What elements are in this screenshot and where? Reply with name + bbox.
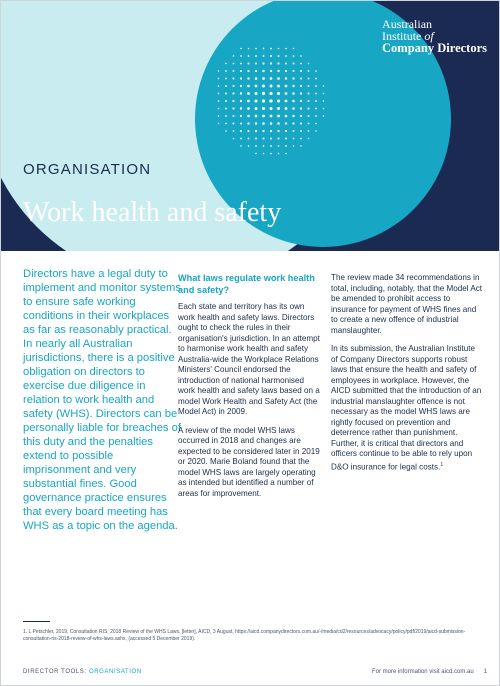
pattern-dot [269, 92, 272, 95]
logo-line-1: Australian [382, 17, 433, 31]
pattern-dot [225, 70, 227, 72]
pattern-dot [277, 92, 280, 95]
pattern-dot [293, 63, 295, 65]
body-column-3 [331, 273, 483, 481]
pattern-dot [300, 115, 302, 117]
pattern-dot [308, 115, 310, 117]
pattern-dot [248, 138, 250, 140]
pattern-dot [218, 123, 219, 124]
footer-left [23, 669, 142, 675]
pattern-dot [240, 85, 242, 87]
pattern-dot [255, 62, 257, 64]
pattern-dot [270, 70, 272, 72]
page-footer [23, 669, 487, 675]
pattern-dot [285, 77, 287, 79]
pattern-dot [225, 93, 227, 95]
pattern-dot [240, 122, 242, 124]
pattern-dot [277, 85, 280, 88]
section-eyebrow: ORGANISATION [23, 161, 152, 178]
pattern-dot [247, 100, 250, 103]
pattern-dot [308, 108, 310, 110]
pattern-dot [262, 85, 265, 88]
pattern-dot [285, 153, 286, 154]
pattern-dot [277, 62, 279, 64]
pattern-dot [240, 115, 242, 117]
pattern-dot [240, 92, 242, 94]
pattern-dot [315, 115, 317, 117]
pattern-dot [277, 115, 280, 118]
pattern-dot [263, 55, 265, 57]
pattern-dot [225, 123, 227, 125]
pattern-dot [240, 70, 242, 72]
pattern-dot [218, 115, 220, 117]
pattern-dot [225, 78, 227, 80]
pattern-dot [248, 55, 250, 57]
pattern-dot [255, 107, 258, 110]
pattern-dot [269, 107, 272, 110]
footer-left-b: ORGANISATION [88, 669, 142, 675]
pattern-dot [262, 99, 265, 102]
pattern-dot [292, 122, 294, 124]
footnote: 1. L Petschler, 2019, Consultation RIS: 2018 Review of the WHS Laws, [letter], AICD, 3 August, https://aicd.companydirectors.com.au/-/media/cd2/resources/advocacy/policy/pdf/2019/aicd-submission-consultation-ris-2018-review-of-whs-laws.ashx, (accessed 5 December 2019). [23, 629, 466, 642]
pattern-dot [255, 55, 257, 57]
pattern-dot [255, 115, 258, 118]
pattern-dot [255, 100, 258, 103]
pattern-dot [307, 92, 309, 94]
pattern-dot [255, 145, 257, 147]
pattern-dot [255, 122, 257, 124]
pattern-dot [233, 70, 235, 72]
pattern-dot [255, 48, 257, 50]
pattern-dot [262, 70, 264, 72]
logo-line-3: Company Directors [382, 41, 487, 55]
pattern-dot [308, 85, 310, 87]
pattern-dot [247, 92, 250, 95]
pattern-dot [233, 55, 234, 56]
pattern-dot [315, 85, 317, 87]
body-paragraph-4: In its submission, the Australian Institute of Company Directors supports robust laws that ensure the health and safety of employees in workplace. However, the AICD submitted that the introduction of an industrial manslaughter offence is not necessary as the model WHS laws are rightly focused on prevention and deterrence rather than punishment. Further, it is critical that directors and officers continue to be able to rely upon D&O insurance for legal costs. [331, 344, 482, 472]
pattern-dot [270, 122, 273, 125]
pattern-dot [300, 145, 301, 146]
pattern-dot [285, 48, 287, 50]
pattern-dot [285, 145, 287, 147]
pattern-dot [247, 130, 249, 132]
pattern-dot [270, 115, 273, 118]
header-banner [1, 1, 499, 251]
pattern-dot [278, 138, 280, 140]
section-heading: What laws regulate work health and safety? [178, 273, 315, 295]
pattern-dot [233, 138, 235, 140]
pattern-dot [285, 115, 288, 118]
body-column-2 [178, 273, 320, 507]
pattern-dot [248, 63, 250, 65]
pattern-dot [292, 100, 295, 103]
pattern-dot [308, 70, 310, 72]
pattern-dot [292, 77, 294, 79]
footer-left-a: DIRECTOR TOOLS: [23, 669, 89, 675]
page-title: Work health and safety [23, 197, 282, 228]
pattern-dot [300, 55, 302, 57]
pattern-dot [315, 70, 317, 72]
pattern-dot [232, 100, 234, 102]
pattern-dot [300, 70, 302, 72]
pattern-dot [300, 85, 302, 87]
pattern-dot [218, 85, 220, 87]
pattern-dot [285, 70, 287, 72]
pattern-dot [285, 92, 288, 95]
pattern-dot [315, 78, 317, 80]
pattern-dot [307, 100, 309, 102]
pattern-dot [308, 63, 310, 65]
pattern-dot [323, 85, 324, 86]
pattern-dot [218, 100, 220, 102]
pattern-dot [278, 153, 280, 155]
pattern-dot [308, 78, 310, 80]
pattern-dot [323, 108, 325, 110]
pattern-dot [300, 138, 302, 140]
pattern-dot [218, 70, 219, 71]
pattern-dot [277, 70, 279, 72]
pattern-dot [262, 137, 264, 139]
pattern-dot [293, 55, 295, 57]
pattern-dot [292, 70, 294, 72]
pattern-dot [270, 85, 273, 88]
pattern-dot [300, 122, 302, 124]
footer-right [372, 669, 487, 675]
pattern-dot [218, 108, 220, 110]
pattern-dot [323, 100, 325, 102]
footnote-divider [23, 621, 50, 622]
pattern-dot [262, 130, 264, 132]
pattern-dot [270, 55, 272, 57]
page-number: 1 [483, 669, 487, 675]
pattern-dot [292, 115, 294, 117]
pattern-dot [315, 93, 317, 95]
pattern-dot [315, 130, 316, 131]
pattern-dot [285, 130, 287, 132]
pattern-dot [300, 77, 302, 79]
pattern-dot [247, 107, 250, 110]
pattern-dot [255, 70, 257, 72]
pattern-dot [308, 123, 310, 125]
pattern-dot [232, 85, 234, 87]
pattern-dot [277, 77, 280, 80]
pattern-dot [240, 100, 242, 102]
pattern-dot [323, 93, 325, 95]
pattern-dot [315, 108, 317, 110]
pattern-dot [247, 122, 249, 124]
pattern-dot [315, 123, 317, 125]
pattern-dot [255, 85, 258, 88]
pattern-dot [218, 78, 220, 80]
pattern-dot [315, 100, 317, 102]
pattern-dot [269, 99, 272, 102]
body-paragraph-2: A review of the model WHS laws occurred in 2018 and changes are expected to be considered later in 2019 or 2020. Marie Boland found that the model WHS laws are largely operating as intended but identified a number of areas for improvement. [178, 425, 320, 498]
pattern-dot [240, 77, 242, 79]
pattern-dot [240, 55, 242, 57]
pattern-dot [240, 107, 242, 109]
pattern-dot [233, 63, 235, 65]
pattern-dot [285, 122, 287, 124]
footnote-ref: 1 [440, 461, 444, 468]
pattern-dot [218, 93, 220, 95]
pattern-dot [262, 77, 265, 80]
pattern-dot [262, 62, 264, 64]
pattern-dot [278, 48, 280, 50]
logo-line-2a: Institute [382, 29, 425, 43]
pattern-dot [248, 48, 250, 50]
pattern-dot [293, 145, 295, 147]
pattern-dot [293, 138, 295, 140]
pattern-dot [232, 92, 234, 94]
pattern-dot [323, 115, 324, 116]
pattern-dot [277, 99, 280, 102]
pattern-dot [285, 85, 288, 88]
pattern-dot [262, 92, 265, 95]
pattern-dot [292, 85, 294, 87]
aicd-logo [382, 18, 487, 54]
pattern-dot [293, 48, 294, 49]
pattern-dot [255, 153, 256, 154]
pattern-dot [247, 115, 249, 117]
pattern-dot [262, 107, 265, 110]
pattern-dot [232, 107, 234, 109]
pattern-dot [233, 123, 235, 125]
pattern-dot [285, 100, 288, 103]
pattern-dot [263, 145, 265, 147]
pattern-dot [270, 153, 272, 155]
pattern-dot [278, 55, 280, 57]
pattern-dot [225, 108, 227, 110]
pattern-dot [225, 85, 227, 87]
pattern-dot [285, 138, 287, 140]
logo-line-2b: of [424, 29, 434, 43]
pattern-dot [225, 115, 227, 117]
pattern-dot [270, 62, 272, 64]
pattern-dot [240, 145, 242, 147]
pattern-dot [225, 100, 227, 102]
pattern-dot [248, 145, 250, 147]
pattern-dot [240, 138, 242, 140]
pattern-dot [278, 145, 280, 147]
pattern-dot [292, 107, 295, 110]
pattern-dot [300, 130, 302, 132]
pattern-dot [233, 78, 235, 80]
pattern-dot [308, 130, 310, 132]
dot-pattern [218, 48, 325, 155]
pattern-dot [263, 153, 265, 155]
pattern-dot [270, 130, 272, 132]
body-paragraph-4-wrap [331, 344, 483, 473]
pattern-dot [285, 55, 287, 57]
pattern-dot [270, 145, 272, 147]
pattern-dot [270, 77, 273, 80]
pattern-dot [255, 77, 258, 80]
pattern-dot [240, 130, 242, 132]
pattern-dot [277, 122, 280, 125]
pattern-dot [262, 115, 265, 118]
pattern-dot [255, 130, 257, 132]
pattern-dot [300, 92, 302, 94]
body-paragraph-3: The review made 34 recommendations in total, including, notably, that the Model Act be amended to prohibit access to insurance for payment of WHS fines and to create a new offence of industrial manslaughter. [331, 273, 483, 335]
pattern-dot [270, 137, 272, 139]
pattern-dot [300, 100, 302, 102]
pattern-dot [232, 115, 234, 117]
pattern-dot [255, 138, 257, 140]
pattern-dot [300, 63, 302, 65]
pattern-dot [292, 130, 294, 132]
pattern-dot [263, 48, 265, 50]
pattern-dot [233, 130, 235, 132]
pattern-dot [247, 85, 250, 88]
intro-paragraph: Directors have a legal duty to implement and monitor systems to ensure safe working conditions in their workplaces as far as reasonably practical. In nearly all Australian jurisdictions, there is a positive obligation on directors to exercise due diligence in relation to work health and safety (WHS). Directors can be personally liable for breaches of this duty and the penalties extend to possible imprisonment and very substantial fines. Good governance practice ensures that every board meeting has WHS as a topic on the agenda. [23, 268, 181, 532]
footer-link-text: For more information visit aicd.com.au [371, 669, 474, 675]
pattern-dot [240, 48, 241, 49]
pattern-dot [225, 63, 226, 64]
pattern-dot [262, 122, 265, 125]
pattern-dot [247, 70, 249, 72]
pattern-dot [277, 130, 279, 132]
pattern-dot [270, 48, 272, 50]
pattern-dot [285, 62, 287, 64]
pattern-dot [285, 107, 288, 110]
pattern-dot [300, 107, 302, 109]
pattern-dot [277, 107, 280, 110]
pattern-dot [292, 92, 295, 95]
pattern-dot [225, 130, 227, 132]
pattern-dot [308, 138, 309, 139]
body-paragraph-1: Each state and territory has its own work health and safety laws. Directors ought to check the rules in their organisation's jurisdiction. In an attempt to harmonise work health and safety Australia-wide the Workplace Relations Ministers' Council endorsed the introduction of national harmonised work health and safety laws based on a model Work Health and Safety Act (the Model Act) in 2009. [178, 302, 320, 416]
pattern-dot [247, 77, 249, 79]
pattern-dot [255, 92, 258, 95]
pattern-dot [240, 63, 242, 65]
